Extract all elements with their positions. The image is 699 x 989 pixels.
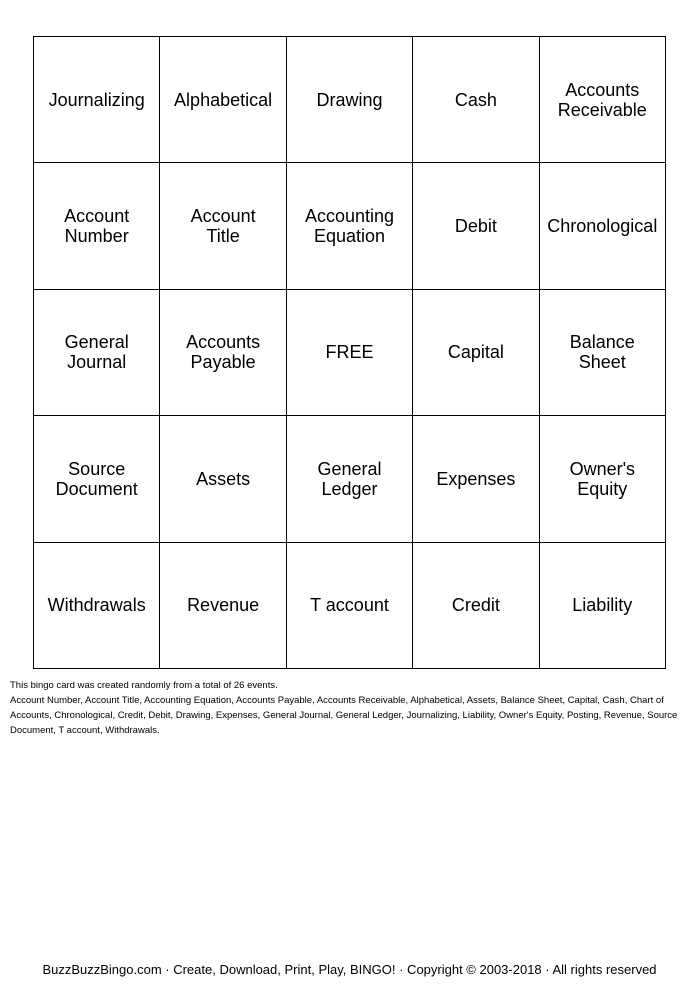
bingo-cell-free — [287, 290, 413, 416]
bingo-cell-2-2 — [160, 163, 286, 289]
bingo-cell-2-5 — [540, 163, 666, 289]
bingo-cell-3-2 — [160, 290, 286, 416]
bingo-cell-1-4 — [413, 37, 539, 163]
bingo-cell-1-5 — [540, 37, 666, 163]
cell-label: Owner's Equity — [569, 458, 636, 499]
cell-label: Revenue — [187, 595, 260, 616]
bingo-cell-5-1 — [34, 543, 160, 669]
cell-label: Drawing — [316, 89, 383, 110]
cell-label: Withdrawals — [47, 595, 146, 616]
bingo-cell-2-3 — [287, 163, 413, 289]
cell-label: Journalizing — [48, 89, 145, 110]
notes-summary: This bingo card was created randomly from a total of 26 events. — [10, 680, 278, 691]
bingo-cell-1-2 — [160, 37, 286, 163]
notes-event-list: Account Number, Account Title, Accounting Equation, Accounts Payable, Accounts Receivable, Alphabetical, Assets, Balance Sheet, Capital, Cash, Chart of Accounts, Chronological, Credit, Debit, Drawing, Expenses, General Journal, General Ledger, Journalizing, Liability, Owner's Equity, Posting, Revenue, Source Document, T account, Withdrawals. — [10, 695, 678, 736]
cell-label: Chronological — [547, 216, 658, 237]
cell-label: Capital — [447, 342, 504, 363]
cell-label: Accounting Equation — [304, 206, 395, 247]
cell-label: Account Number — [64, 206, 130, 247]
cell-label: Alphabetical — [174, 89, 273, 110]
bingo-cell-3-1 — [34, 290, 160, 416]
cell-label: Accounts Receivable — [557, 79, 647, 120]
bingo-cell-3-4 — [413, 290, 539, 416]
cell-label: Expenses — [436, 468, 516, 489]
cell-label: Account Title — [190, 206, 256, 247]
bingo-cell-2-4 — [413, 163, 539, 289]
bingo-cell-5-3 — [287, 543, 413, 669]
cell-label: Credit — [451, 595, 500, 616]
cell-label: Debit — [454, 216, 497, 237]
bingo-cell-4-2 — [160, 416, 286, 542]
bingo-cell-5-5 — [540, 543, 666, 669]
cell-label: General Journal — [64, 332, 129, 373]
bingo-cell-1-3 — [287, 37, 413, 163]
cell-label: Assets — [196, 468, 251, 489]
cell-label: Accounts Payable — [186, 332, 261, 373]
bingo-cell-5-4 — [413, 543, 539, 669]
cell-label: FREE — [325, 342, 374, 363]
bingo-card — [33, 36, 666, 669]
bingo-cell-4-5 — [540, 416, 666, 542]
bingo-cell-4-3 — [287, 416, 413, 542]
bingo-cell-4-4 — [413, 416, 539, 542]
bingo-cell-4-1 — [34, 416, 160, 542]
bingo-cell-2-1 — [34, 163, 160, 289]
cell-label: Cash — [454, 89, 497, 110]
cell-label: T account — [310, 595, 389, 616]
cell-label: Balance Sheet — [569, 332, 635, 373]
bingo-cell-1-1 — [34, 37, 160, 163]
cell-label: Liability — [572, 595, 633, 616]
footer-copyright: BuzzBuzzBingo.com · Create, Download, Print, Play, BINGO! · Copyright © 2003-2018 · All rights reserved — [42, 962, 657, 977]
cell-label: Source Document — [55, 458, 138, 499]
cell-label: General Ledger — [317, 458, 382, 499]
bingo-cell-3-5 — [540, 290, 666, 416]
card-notes — [10, 678, 690, 738]
bingo-cell-5-2 — [160, 543, 286, 669]
